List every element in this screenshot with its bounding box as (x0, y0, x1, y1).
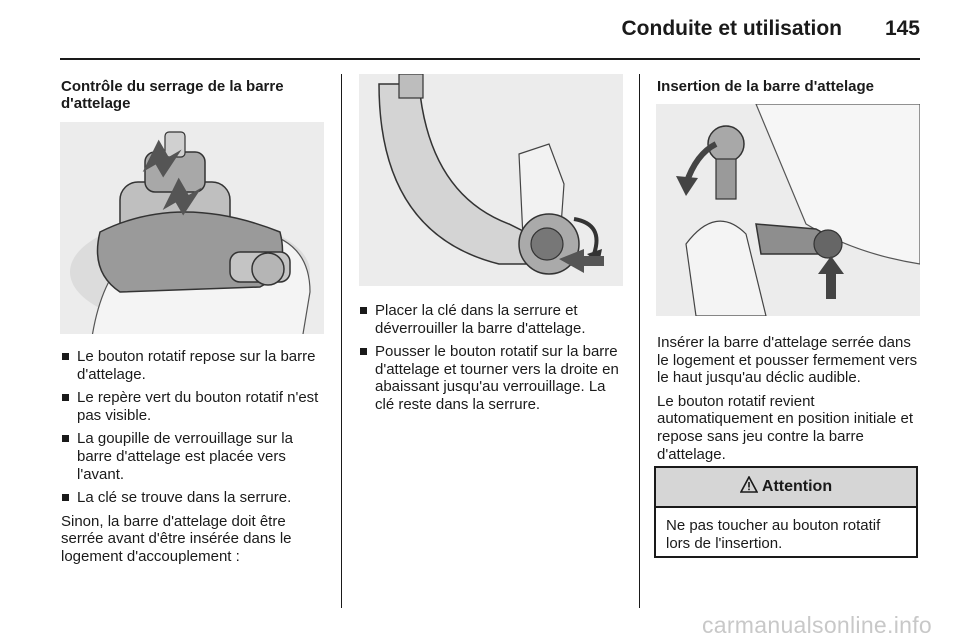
list-item: Placer la clé dans la serrure et déverrouiller la barre d'attelage. (359, 302, 625, 337)
list-item: Le repère vert du bouton rotatif n'est pas visible. (61, 389, 327, 424)
body-paragraph: Sinon, la barre d'attelage doit être serrée avant d'être insérée dans le logement d'accouplement : (61, 512, 292, 565)
attention-box (654, 466, 918, 558)
list-item: La clé se trouve dans la serrure. (61, 489, 327, 507)
body-paragraph: Le bouton rotatif revient automatiquement en position initiale et repose sans jeu contre la barre d'attelage. (657, 392, 913, 463)
bullet-square-icon (62, 394, 69, 401)
unlock-steps (359, 302, 625, 414)
column-divider (341, 74, 342, 608)
attention-header (656, 468, 916, 508)
bullet-square-icon (62, 353, 69, 360)
watermark: carmanualsonline.info (701, 612, 932, 638)
section-heading: Contrôle du serrage de la barre d'attelage (61, 78, 284, 112)
column-1 (61, 78, 331, 112)
figure-insert-bar (656, 104, 920, 316)
check-list (61, 348, 327, 507)
column-divider (639, 74, 640, 608)
warning-triangle-icon (740, 476, 758, 498)
list-item: Pousser le bouton rotatif sur la barre d'attelage et tourner vers la droite en abaissant jusqu'au verrouillage. La clé reste dans la serrure. (359, 343, 625, 413)
bullet-square-icon (62, 435, 69, 442)
page-title: Conduite et utilisation (621, 17, 842, 40)
bullet-square-icon (360, 307, 367, 314)
header-rule (60, 58, 920, 60)
page-number: 145 (884, 17, 920, 40)
attention-text: Ne pas toucher au bouton rotatif lors de l'insertion. (666, 517, 881, 552)
body-paragraph: Insérer la barre d'attelage serrée dans le logement et pousser fermement vers le haut jusqu'au déclic audible. (657, 334, 918, 387)
figure-unlock-bar (359, 74, 623, 286)
section-heading: Insertion de la barre d'attelage (657, 78, 874, 95)
bullet-square-icon (62, 494, 69, 501)
list-item: La goupille de verrouillage sur la barre d'attelage est placée vers l'avant. (61, 430, 327, 483)
bullet-square-icon (360, 348, 367, 355)
attention-title: Attention (761, 478, 833, 495)
figure-key-check (60, 122, 324, 334)
list-item: Le bouton rotatif repose sur la barre d'attelage. (61, 348, 327, 383)
